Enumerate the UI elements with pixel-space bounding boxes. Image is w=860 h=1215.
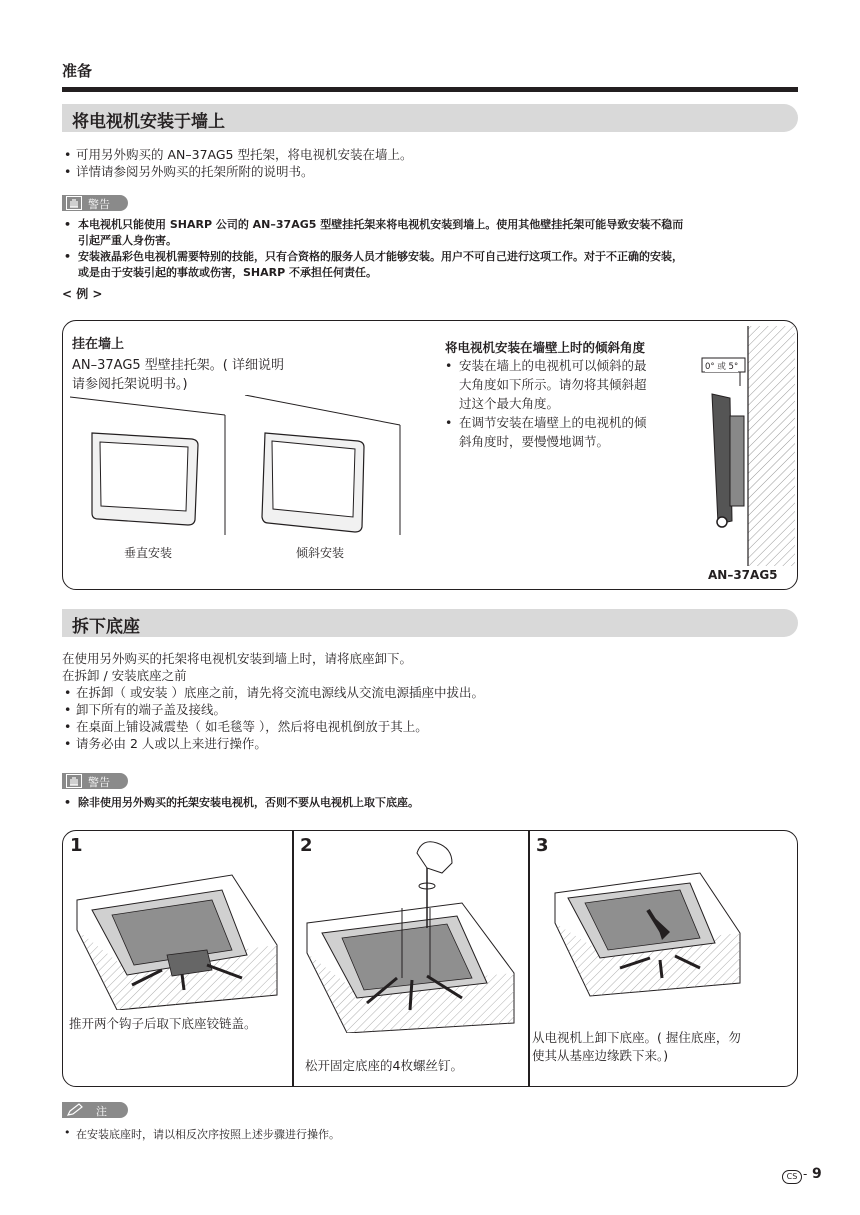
angle-label: 0° 或 5° — [705, 362, 739, 372]
tv-tilted-icon — [262, 433, 364, 532]
list-item: • 除非使用另外购买的托架安装电视机，否则不要从电视机上取下底座。 — [62, 795, 419, 811]
section2-bullets — [62, 684, 484, 752]
warning-list — [62, 795, 419, 811]
step-number: 3 — [536, 835, 549, 856]
list-item: • 安装液晶彩色电视机需要特别的技能，只有合资格的服务人员才能够安装。用户不可自己进行这项工作。对于不正确的安装， 或是由于安装引起的事故或伤害，SHARP 不承担任何责任。 — [62, 249, 683, 281]
step-caption: 从电视机上卸下底座。( 握住底座，勿 使其从基座边缘跌下来。) — [532, 1030, 741, 1063]
step-divider — [292, 831, 294, 1086]
step-caption: 推开两个钩子后取下底座铰链盖。 — [69, 1016, 257, 1031]
list-item: • 卸下所有的端子盖及接线。 — [62, 701, 484, 718]
section1-bullets — [62, 146, 412, 180]
list-item: • 在调节安装在墙壁上的电视机的倾 斜角度时，要慢慢地调节。 — [445, 415, 647, 449]
warning-tag — [62, 195, 128, 211]
example-left-desc: AN–37AG5 型壁挂托架。( 详细说明 请参阅托架说明书。) — [72, 358, 285, 392]
language-badge: CS — [782, 1170, 802, 1184]
list-item: • 安装在墙上的电视机可以倾斜的最 大角度如下所示。请勿将其倾斜超 过这个最大角度。 — [445, 358, 647, 411]
list-item: • 请务必由 2 人或以上来进行操作。 — [62, 735, 484, 752]
list-item: • 在拆卸（ 或安装 ）底座之前，请先将交流电源线从交流电源插座中拔出。 — [62, 684, 484, 701]
example-right-title: 将电视机安装在墙壁上时的倾斜角度 — [445, 340, 646, 355]
step3-illustration — [550, 868, 745, 998]
page-header-title: 准备 — [62, 62, 93, 80]
note-label: 注 — [96, 1105, 107, 1118]
tv-vertical-icon — [92, 433, 198, 525]
warning-label: 警告 — [88, 776, 110, 789]
example-right-bullets — [445, 356, 647, 451]
page-number-dash: - — [803, 1167, 808, 1181]
list-item: • 在桌面上铺设减震垫（ 如毛毯等 ），然后将电视机倒放于其上。 — [62, 718, 484, 735]
section-title-bar — [62, 609, 798, 637]
section2-intro: 在使用另外购买的托架将电视机安装到墙上时，请将底座卸下。 在拆卸 / 安装底座之前 — [62, 651, 413, 683]
tv-wall-illustration — [70, 395, 430, 540]
header-rule — [62, 87, 798, 92]
page-number: 9 — [812, 1166, 822, 1182]
step-number: 1 — [70, 835, 83, 856]
warning-label: 警告 — [88, 198, 110, 211]
list-item: • 可用另外购买的 AN–37AG5 型托架，将电视机安装在墙上。 — [62, 146, 412, 163]
model-label: AN–37AG5 — [708, 568, 778, 582]
list-item: • 本电视机只能使用 SHARP 公司的 AN–37AG5 型壁挂托架来将电视机安装到墙上。使用其他壁挂托架可能导致安装不稳而 引起严重人身伤害。 — [62, 217, 683, 249]
step-number: 2 — [300, 835, 313, 856]
caption-vertical: 垂直安装 — [124, 546, 173, 560]
warning-tag — [62, 773, 128, 789]
example-label: < 例 > — [62, 287, 103, 301]
caption-tilt: 倾斜安装 — [296, 546, 345, 560]
section-title-bar — [62, 104, 798, 132]
list-item: • 详情请参阅另外购买的托架所附的说明书。 — [62, 163, 412, 180]
step-caption: 松开固定底座的4枚螺丝钉。 — [305, 1058, 463, 1073]
pencil-icon — [66, 1103, 84, 1117]
step-divider — [528, 831, 530, 1086]
example-left-title: 挂在墙上 — [72, 337, 125, 352]
step1-illustration — [72, 870, 287, 1010]
note-tag — [62, 1102, 128, 1118]
hand-warning-icon — [66, 196, 82, 210]
note-text: • 在安装底座时，请以相反次序按照上述步骤进行操作。 — [64, 1126, 340, 1141]
step2-illustration — [302, 838, 524, 1033]
section-title: 将电视机安装于墙上 — [72, 112, 225, 132]
warning-list — [62, 217, 683, 281]
section-title: 拆下底座 — [72, 617, 140, 637]
hand-warning-icon — [66, 774, 82, 788]
